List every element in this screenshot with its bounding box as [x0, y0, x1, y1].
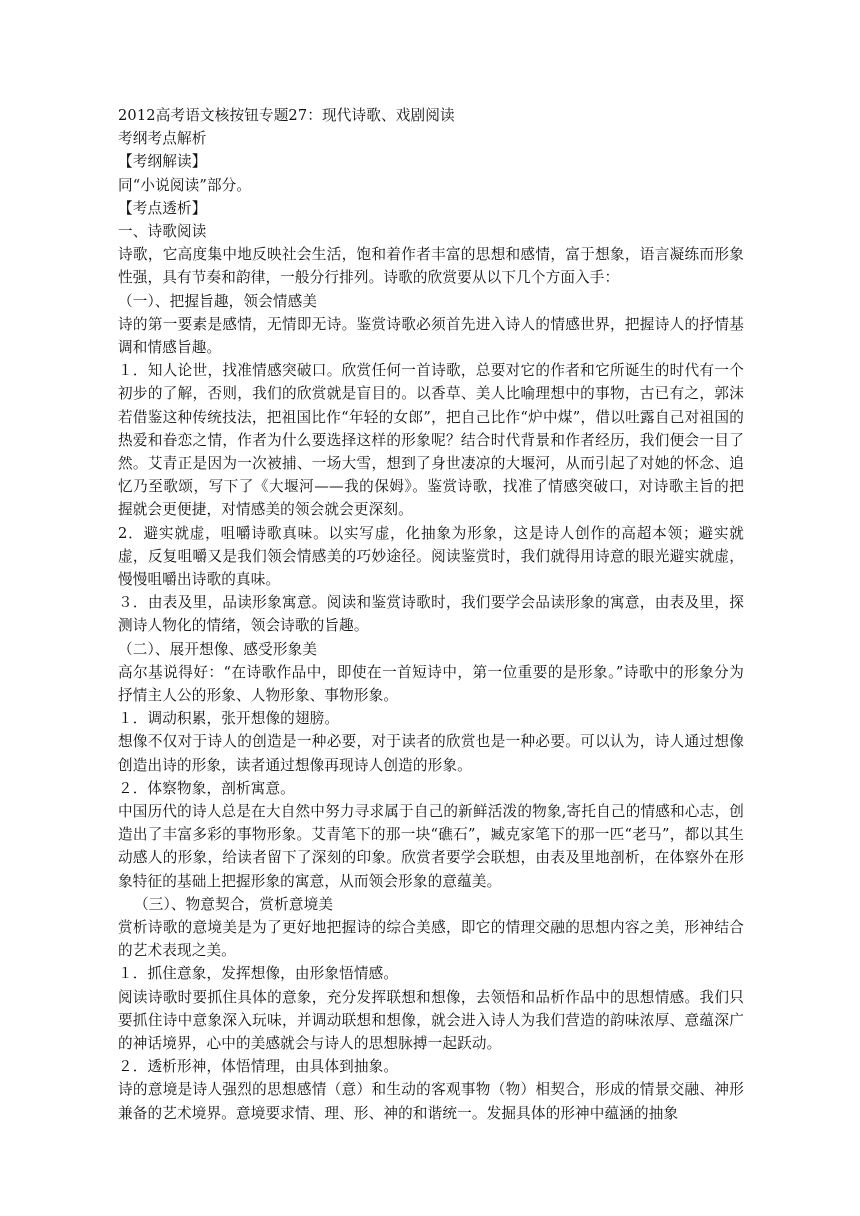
section-1-paragraph: 诗的第一要素是感情，无情即无诗。鉴赏诗歌必须首先进入诗人的情感世界，把握诗人的抒情基调和情感旨趣。 — [118, 315, 744, 356]
subheading-points-analysis: 【考点透析】 — [118, 199, 207, 217]
outline-same-as: 同“小说阅读”部分。 — [118, 176, 252, 194]
section-3-paragraph: 赏析诗歌的意境美是为了更好地把握诗的综合美感，即它的情理交融的思想内容之美，形神结合的艺术表现之美。 — [118, 918, 744, 960]
section-3-item-2-body: 诗的意境是诗人强烈的思想感情（意）和生动的客观事物（物）相契合，形成的情景交融、神形兼备的艺术境界。意境要求情、理、形、神的和谐统一。发掘具体的形神中蕴涵的抽象 — [118, 1081, 744, 1122]
section-1-item-2: 2．避实就虚，咀嚼诗歌真味。以实写虚，化抽象为形象，这是诗人创作的高超本领；避实就虚，反复咀嚼又是我们领会情感美的巧妙途径。阅读鉴赏时，我们就得用诗意的眼光避实就虚，慢慢咀嚼出诗歌的真味。 — [118, 524, 744, 588]
document-page — [118, 104, 744, 1125]
section-2-paragraph: 高尔基说得好：“在诗歌作品中，即使在一首短诗中，第一位重要的是形象。”诗歌中的形象分为抒情主人公的形象、人物形象、事物形象。 — [118, 663, 744, 704]
section-1-item-3: ３．由表及里，品读形象寓意。阅读和鉴赏诗歌时，我们要学会品读形象的寓意，由表及里，探测诗人物化的情绪，领会诗歌的旨趣。 — [118, 594, 744, 635]
document-title: 2012高考语文核按钮专题27：现代诗歌、戏剧阅读 — [118, 107, 455, 124]
part-one-heading: 一、诗歌阅读 — [118, 222, 207, 240]
intro-paragraph: 诗歌，它高度集中地反映社会生活，饱和着作者丰富的思想和感情，富于想象，语言凝练而形象性强，具有节奏和韵律，一般分行排列。诗歌的欣赏要从以下几个方面入手： — [118, 246, 744, 287]
section-2-item-2-body: 中国历代的诗人总是在大自然中努力寻求属于自己的新鲜活泼的物象,寄托自己的情感和心志，创造出了丰富多彩的事物形象。艾青笔下的那一块“礁石”，臧克家笔下的那一匹“老马”，都以其生动感人的形象，给读者留下了深刻的印象。欣赏者要学会联想，由表及里地剖析，在体察外在形象特征的基础上把握形象的寓意，从而领会形象的意蕴美。 — [118, 802, 744, 890]
section-2-item-2-title: ２．体察物象，剖析寓意。 — [118, 779, 295, 797]
section-2-item-1-title: １．调动积累，张开想像的翅膀。 — [118, 710, 340, 728]
section-3-item-1-body: 阅读诗歌时要抓住具体的意象，充分发挥联想和想像，去领悟和品析作品中的思想情感。我们只要抓住诗中意象深入玩味，并调动联想和想像，就会进入诗人为我们营造的韵味浓厚、意蕴深广的神话境界，心中的美感就会与诗人的思想脉搏一起跃动。 — [118, 988, 744, 1052]
section-3-item-1-title: １．抓住意象，发挥想像，由形象悟情感。 — [118, 965, 399, 983]
section-2-item-1-body: 想像不仅对于诗人的创造是一种必要，对于读者的欣赏也是一种必要。可以认为，诗人通过想像创造出诗的形象，读者通过想像再现诗人创造的形象。 — [118, 733, 744, 774]
section-2-heading: （二）、展开想像、感受形象美 — [118, 640, 318, 658]
section-3-heading: （三）、物意契合，赏析意境美 — [134, 895, 334, 913]
section-3-item-2-title: ２．透析形神，体悟情理，由具体到抽象。 — [118, 1058, 399, 1076]
section-1-item-1: １．知人论世，找准情感突破口。欣赏任何一首诗歌，总要对它的作者和它所诞生的时代有一个初步的了解，否则，我们的欣赏就是盲目的。以香草、美人比喻理想中的事物，古已有之，郭沫若借鉴这种传统技法，把祖国比作“年轻的女郎”，把自己比作“炉中煤”，借以吐露自己对祖国的热爱和眷恋之情，作者为什么要选择这样的形象呢？结合时代背景和作者经历，我们便会一目了然。艾青正是因为一次被捕、一场大雪，想到了身世凄凉的大堰河，从而引起了对她的怀念、追忆乃至歌颂，写下了《大堰河——我的保姆》。鉴赏诗歌，找准了情感突破口，对诗歌主旨的把握就会更便捷，对情感美的领会就会更深刻。 — [118, 362, 744, 519]
section-overview: 考纲考点解析 — [118, 130, 207, 148]
subheading-outline-interpretation: 【考纲解读】 — [118, 153, 207, 171]
section-1-heading: （一）、把握旨趣，领会情感美 — [118, 292, 318, 310]
